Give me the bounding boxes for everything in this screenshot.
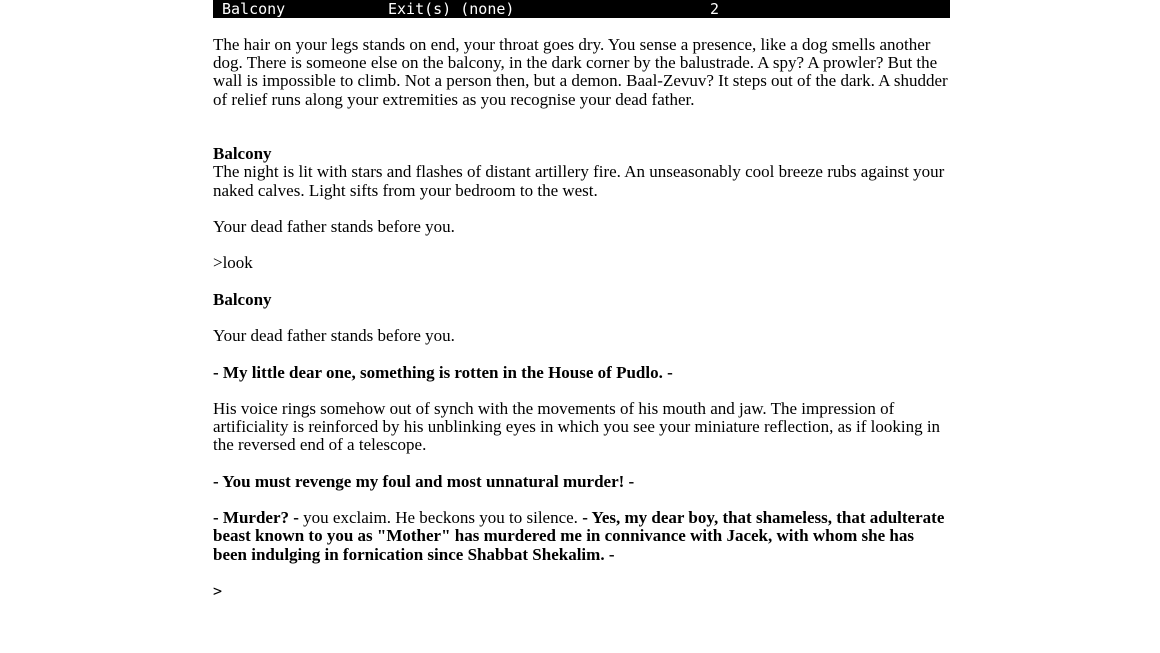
- command-input[interactable]: [224, 582, 824, 600]
- room-description: The night is lit with stars and flashes of distant artillery fire. An unseasonably cool breeze rubs against your naked calves. Light sifts from your bedroom to the west.: [213, 162, 945, 200]
- speech-text: - My little dear one, something is rotten in the House of Pudlo. -: [213, 362, 673, 382]
- narrative-paragraph: The hair on your legs stands on end, your throat goes dry. You sense a presence, like a dog smells another dog. There is someone else on the balcony, in the dark corner by the balustrade. A spy? A prowler? But the wall is impossible to climb. Not a person then, but a demon. Baal-Zevuv? It steps out of the dark. A shudder of relief runs along your extremities as you recognise your dead father.: [213, 35, 948, 109]
- status-exits: Exit(s) (none): [388, 0, 515, 18]
- player-command: >look: [213, 253, 253, 273]
- status-turns: 2: [710, 0, 720, 18]
- father-speech: [213, 473, 950, 491]
- player-speech: - Murder? -: [213, 508, 299, 528]
- narrative-paragraph: His voice rings somehow out of synch with the movements of his mouth and jaw. The impression of artificiality is reinforced by his unblinking eyes in which you see your miniature reflection, as if looking in the reversed end of a telescope.: [213, 398, 941, 455]
- dialogue-paragraph: [213, 509, 950, 564]
- command-prompt[interactable]: [213, 582, 824, 600]
- room-heading: Balcony: [213, 289, 272, 309]
- father-presence: Your dead father stands before you.: [213, 216, 455, 236]
- father-speech: [213, 364, 950, 382]
- narration: you exclaim. He beckons you to silence.: [298, 508, 583, 528]
- prompt-symbol: >: [213, 582, 223, 600]
- status-location: Balcony: [222, 0, 286, 18]
- father-presence: Your dead father stands before you.: [213, 326, 455, 346]
- speech-text: - You must revenge my foul and most unnatural murder! -: [213, 471, 635, 491]
- spacer: [213, 127, 950, 145]
- father-speech-text: - Yes, my dear boy, that shameless, that adulterate beast known to you as "Mother" has murdered me in connivance with Jacek, with whom she has been indulging in fornication since Shabbat Shekalim. -: [213, 508, 945, 564]
- transcript: [213, 36, 950, 582]
- status-bar: [213, 0, 950, 18]
- room-heading: Balcony: [213, 144, 272, 164]
